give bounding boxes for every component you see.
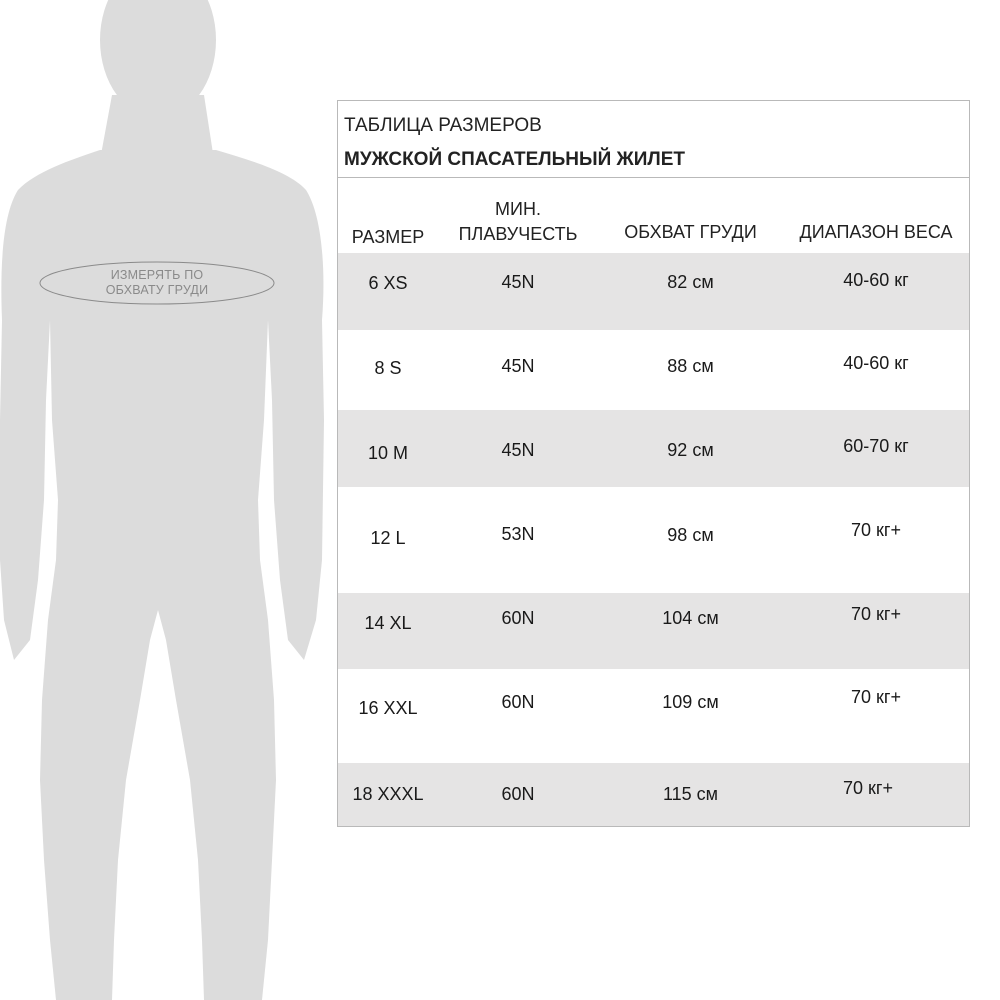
size-cell: 14 XL <box>364 613 412 633</box>
size-cell: 16 XXL <box>358 698 418 718</box>
size-chart <box>337 100 970 827</box>
buoyancy-cell: 45N <box>501 272 535 292</box>
weight-cell: 40-60 кг <box>843 353 909 373</box>
table-row <box>338 330 969 410</box>
buoyancy-cell: 60N <box>501 608 535 628</box>
chart-title: ТАБЛИЦА РАЗМЕРОВ <box>344 115 542 136</box>
table-row <box>338 763 969 826</box>
table-row <box>338 669 969 763</box>
chest-cell: 88 см <box>667 356 714 376</box>
size-cell: 18 XXXL <box>352 784 424 804</box>
size-cell: 12 L <box>370 528 406 548</box>
buoyancy-header-line1: МИН. <box>495 199 541 219</box>
column-header-buoyancy <box>443 197 593 247</box>
weight-cell: 60-70 кг <box>843 436 909 456</box>
chest-cell: 115 см <box>662 784 719 804</box>
chest-cell: 104 см <box>662 608 719 628</box>
size-cell: 6 XS <box>368 273 408 293</box>
chest-cell: 92 см <box>667 440 714 460</box>
column-header-weight: ДИАПАЗОН ВЕСА <box>799 222 953 242</box>
body-silhouette <box>0 0 340 1000</box>
column-header-chest: ОБХВАТ ГРУДИ <box>624 222 757 242</box>
chest-measure-note <box>40 262 274 304</box>
table-row <box>338 410 969 487</box>
weight-cell: 40-60 кг <box>843 270 909 290</box>
size-cell: 10 M <box>367 443 409 463</box>
column-header-size: РАЗМЕР <box>351 227 425 247</box>
buoyancy-cell: 45N <box>501 440 535 460</box>
table-row <box>338 487 969 593</box>
weight-cell: 70 кг+ <box>851 687 901 707</box>
size-cell: 8 S <box>374 358 402 378</box>
chest-cell: 98 см <box>667 525 714 545</box>
table-row <box>338 593 969 669</box>
chest-cell: 82 см <box>667 272 714 292</box>
chest-cell: 109 см <box>662 692 719 712</box>
measure-note-line1: ИЗМЕРЯТЬ ПО <box>110 268 204 282</box>
buoyancy-cell: 53N <box>501 524 535 544</box>
weight-cell: 70 кг+ <box>851 604 901 624</box>
buoyancy-cell: 60N <box>501 784 535 804</box>
table-row <box>338 253 969 330</box>
chart-header <box>338 101 969 178</box>
measure-note-line2: ОБХВАТУ ГРУДИ <box>105 283 209 297</box>
buoyancy-cell: 60N <box>501 692 535 712</box>
weight-cell: 70 кг+ <box>843 778 893 798</box>
buoyancy-cell: 45N <box>501 356 535 376</box>
buoyancy-header-line2: ПЛАВУЧЕСТЬ <box>458 224 578 244</box>
chart-subtitle: МУЖСКОЙ СПАСАТЕЛЬНЫЙ ЖИЛЕТ <box>344 149 685 170</box>
weight-cell: 70 кг+ <box>851 520 901 540</box>
